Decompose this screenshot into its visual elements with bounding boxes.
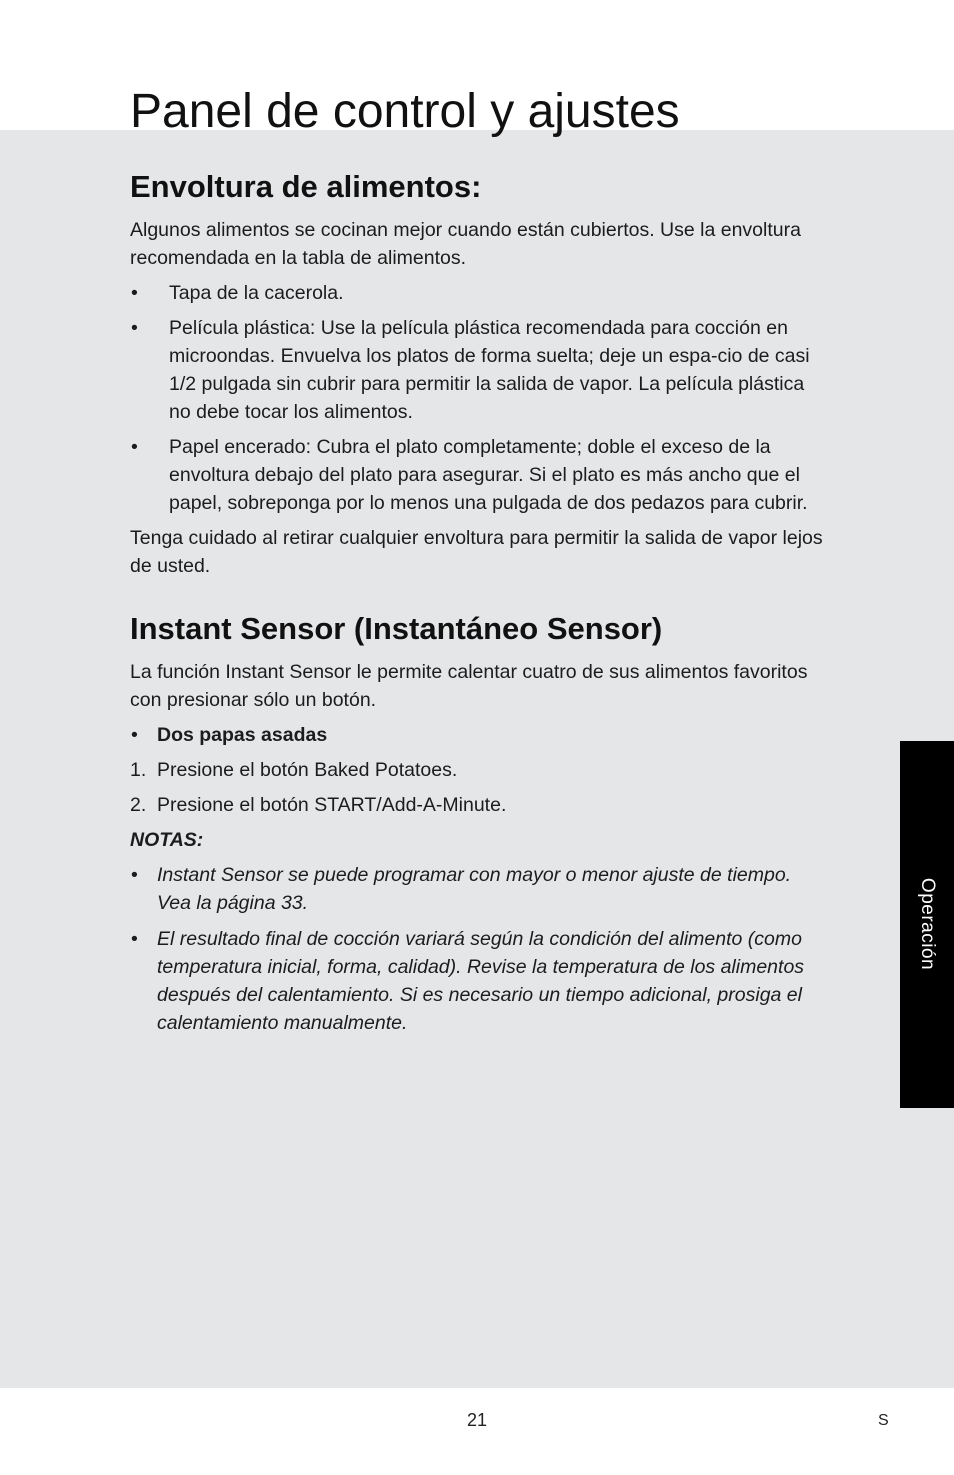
step-item [130,756,830,784]
note-item: • El resultado final de cocción variará según la condición del alimento (como temperatura inicial, forma, calidad). Revise la temperatura de los alimentos después del calentamiento. Si es necesario un tiempo adicional, prosiga el calentamiento manualmente. [130,925,830,1037]
section-outro: Tenga cuidado al retirar cualquier envoltura para permitir la salida de vapor lejos de usted. [130,527,823,577]
section-intro: Algunos alimentos se cocinan mejor cuando están cubiertos. Use la envoltura recomendada en la tabla de alimentos. [130,219,801,269]
side-tab-label: Operación [917,877,938,971]
page-title: Panel de control y ajustes [130,85,680,138]
section-heading-instant-sensor: Instant Sensor (Instantáneo Sensor) [130,611,663,646]
steps-list [130,756,830,819]
step-text: Presione el botón START/Add-A-Minute. [157,794,507,816]
list-item: • Película plástica: Use la película plástica recomendada para cocción en microondas. Envuelva los platos de forma suelta; deje un espa-cio de casi 1/2 pulgada sin cubrir para permitir la salida de vapor. La película plástica no debe tocar los alimentos. [130,314,830,426]
step-number: 2. [130,794,147,816]
list-item: • Tapa de la cacerola. [130,279,830,307]
notes-list [130,861,830,1037]
step-text: Presione el botón Baked Potatoes. [157,759,458,781]
list-item: • Papel encerado: Cubra el plato completamente; doble el exceso de la envoltura debajo del plato para asegurar. Si el plato es más ancho que el papel, sobreponga por lo menos una pulgada de dos pedazos para cubrir. [130,433,830,517]
list-item-bold: • Dos papas asadas [130,721,830,749]
section-intro: La función Instant Sensor le permite calentar cuatro de sus alimentos favoritos con presionar sólo un botón. [130,661,808,711]
notes-heading: NOTAS: [130,829,204,851]
note-item: • Instant Sensor se puede programar con mayor o menor ajuste de tiempo. Vea la página 33. [130,861,830,917]
language-code: S [878,1412,889,1429]
step-item [130,791,830,819]
wrapping-list [130,279,830,517]
step-number: 1. [130,759,147,781]
item-list [130,721,830,749]
side-section-tab [900,741,954,1108]
main-content [130,168,830,1045]
section-heading-food-wrapping: Envoltura de alimentos: [130,169,482,204]
page-number: 21 [466,1410,488,1430]
